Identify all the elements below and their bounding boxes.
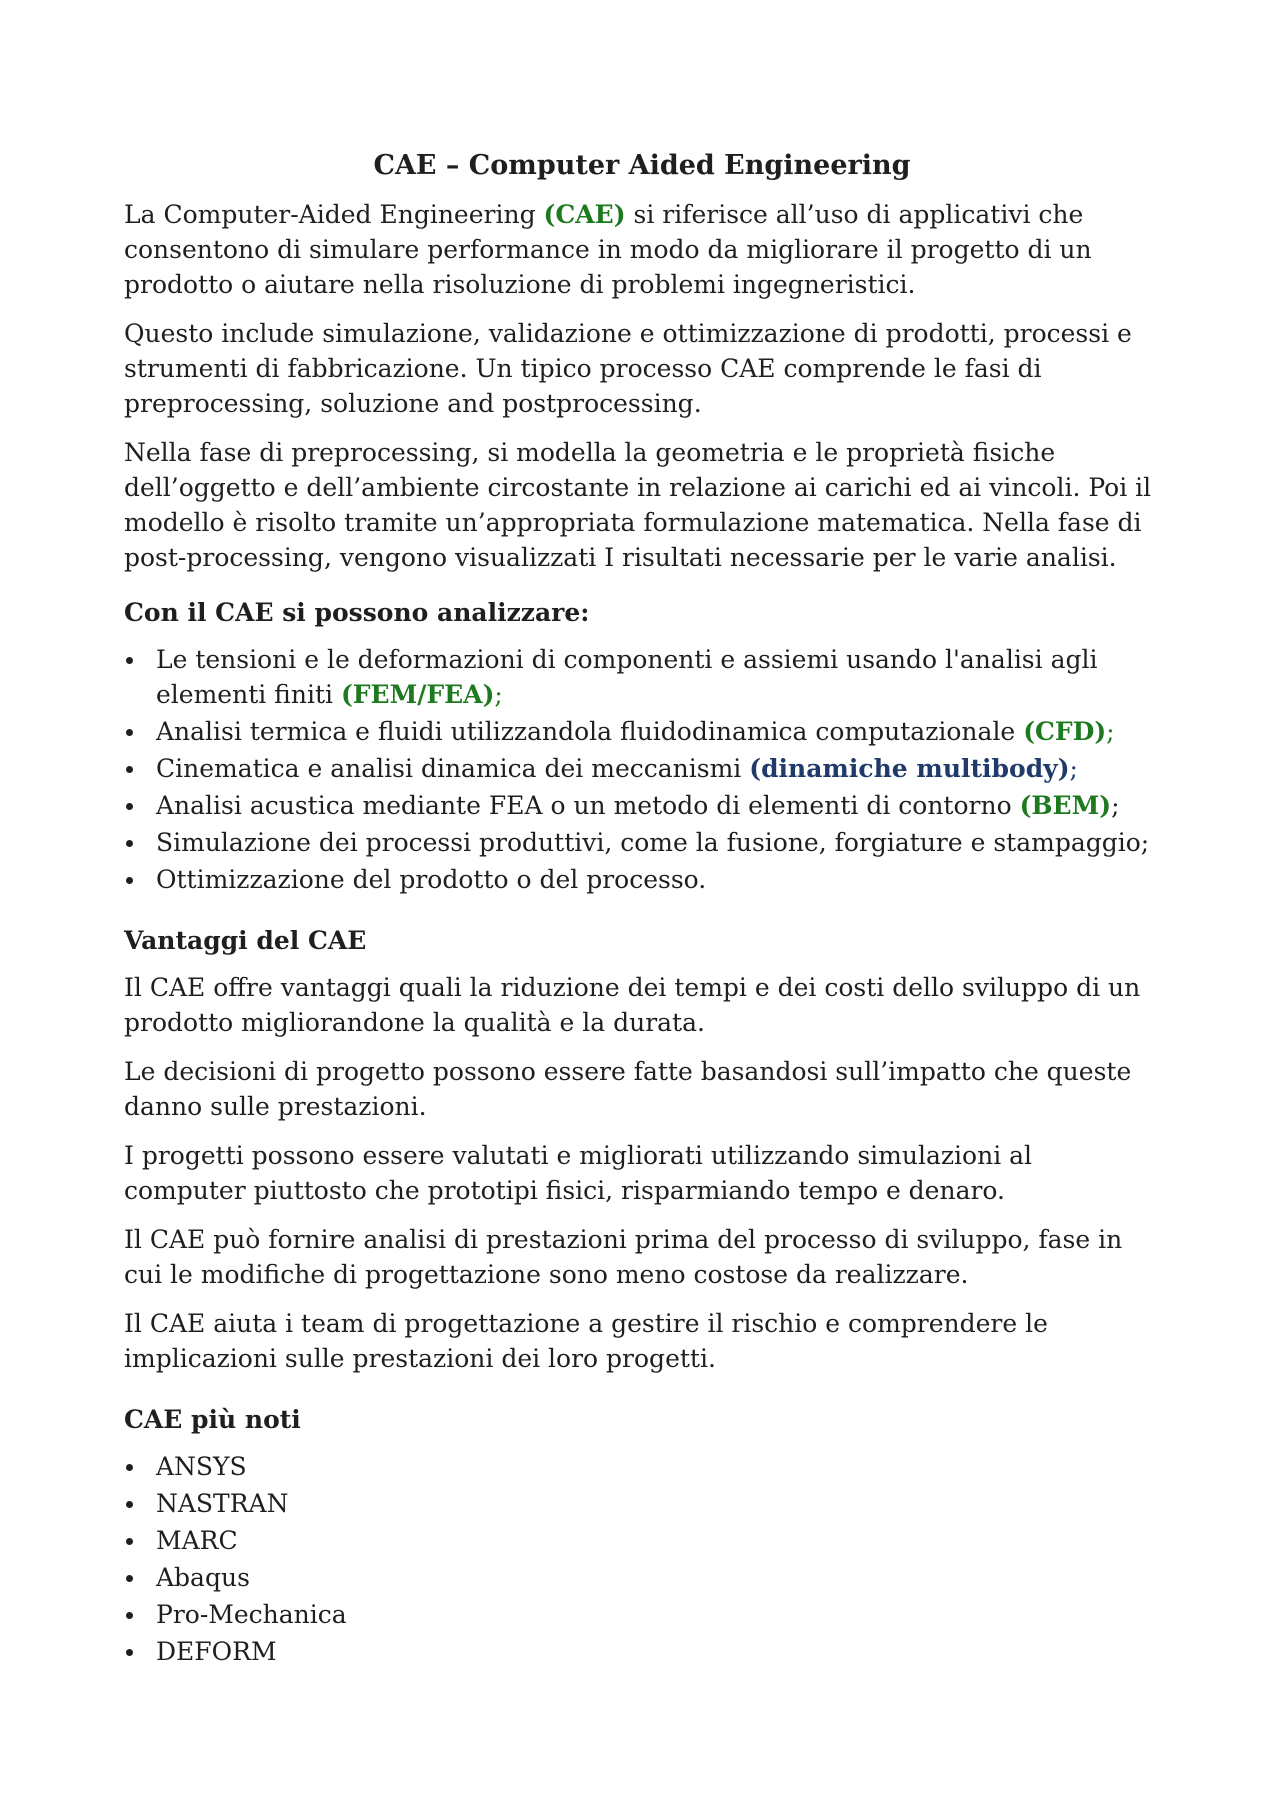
bem-highlight: (BEM) bbox=[1019, 791, 1112, 820]
intro-paragraph-1 bbox=[124, 197, 1160, 302]
list-item: Analisi acustica mediante FEA o un metodo di elementi di contorno (BEM); bbox=[124, 788, 1160, 823]
intro-text: si riferisce all’uso di applicativi che consentono di simulare performance in modo da migliorare il progetto di un prodotto o aiutare nella risoluzione di problemi ingegneristici. bbox=[124, 200, 1092, 299]
list-item: DEFORM bbox=[124, 1634, 1160, 1669]
intro-paragraph-3: Nella fase di preprocessing, si modella la geometria e le proprietà fisiche dell’oggetto e dell’ambiente circostante in relazione ai carichi ed ai vincoli. Poi il modello è risolto tramite un’appropriata formulazione matematica. Nella fase di post-processing, vengono visualizzati I risultati necessarie per le varie analisi. bbox=[124, 438, 1152, 572]
list-item: Analisi termica e fluidi utilizzandola fluidodinamica computazionale (CFD); bbox=[124, 714, 1160, 749]
list-item: NASTRAN bbox=[124, 1486, 1160, 1521]
intro-paragraph-2: Questo include simulazione, validazione e ottimizzazione di prodotti, processi e strumenti di fabbricazione. Un tipico processo CAE comprende le fasi di preprocessing, soluzione and postprocessing. bbox=[124, 319, 1132, 418]
list-item: Ottimizzazione del prodotto o del processo. bbox=[124, 862, 1160, 897]
list-item: Abaqus bbox=[124, 1560, 1160, 1595]
advantages-paragraph: Le decisioni di progetto possono essere fatte basandosi sull’impatto che queste danno sulle prestazioni. bbox=[124, 1057, 1132, 1121]
list-item: Pro-Mechanica bbox=[124, 1597, 1160, 1632]
cfd-highlight: (CFD) bbox=[1023, 717, 1107, 746]
cae-highlight: (CAE) bbox=[543, 200, 626, 229]
advantages-paragraph: Il CAE offre vantaggi quali la riduzione dei tempi e dei costi dello sviluppo di un prodotto migliorandone la qualità e la durata. bbox=[124, 973, 1141, 1037]
list-item: MARC bbox=[124, 1523, 1160, 1558]
advantages-paragraph: I progetti possono essere valutati e migliorati utilizzando simulazioni al computer piuttosto che prototipi fisici, risparmiando tempo e denaro. bbox=[124, 1141, 1033, 1205]
list-item: Cinematica e analisi dinamica dei meccanismi (dinamiche multibody); bbox=[124, 751, 1160, 786]
list-item: Simulazione dei processi produttivi, come la fusione, forgiature e stampaggio; bbox=[124, 825, 1160, 860]
advantages-paragraph: Il CAE può fornire analisi di prestazioni prima del processo di sviluppo, fase in cui le modifiche di progettazione sono meno costose da realizzare. bbox=[124, 1225, 1123, 1289]
page-title: CAE – Computer Aided Engineering bbox=[373, 150, 911, 181]
analyze-list bbox=[124, 642, 1160, 897]
fem-highlight: (FEM/FEA) bbox=[340, 680, 495, 709]
known-cae-heading: CAE più noti bbox=[124, 1405, 301, 1434]
advantages-paragraph: Il CAE aiuta i team di progettazione a gestire il rischio e comprendere le implicazioni sulle prestazioni dei loro progetti. bbox=[124, 1309, 1048, 1373]
known-cae-list bbox=[124, 1449, 1160, 1669]
list-item: Le tensioni e le deformazioni di componenti e assiemi usando l'analisi agli elementi finiti (FEM/FEA); bbox=[124, 642, 1160, 712]
list-item: ANSYS bbox=[124, 1449, 1160, 1484]
intro-text: La Computer-Aided Engineering bbox=[124, 200, 544, 229]
multibody-highlight: (dinamiche multibody) bbox=[749, 754, 1070, 783]
advantages-heading: Vantaggi del CAE bbox=[124, 926, 367, 955]
analyze-heading: Con il CAE si possono analizzare: bbox=[124, 598, 590, 627]
